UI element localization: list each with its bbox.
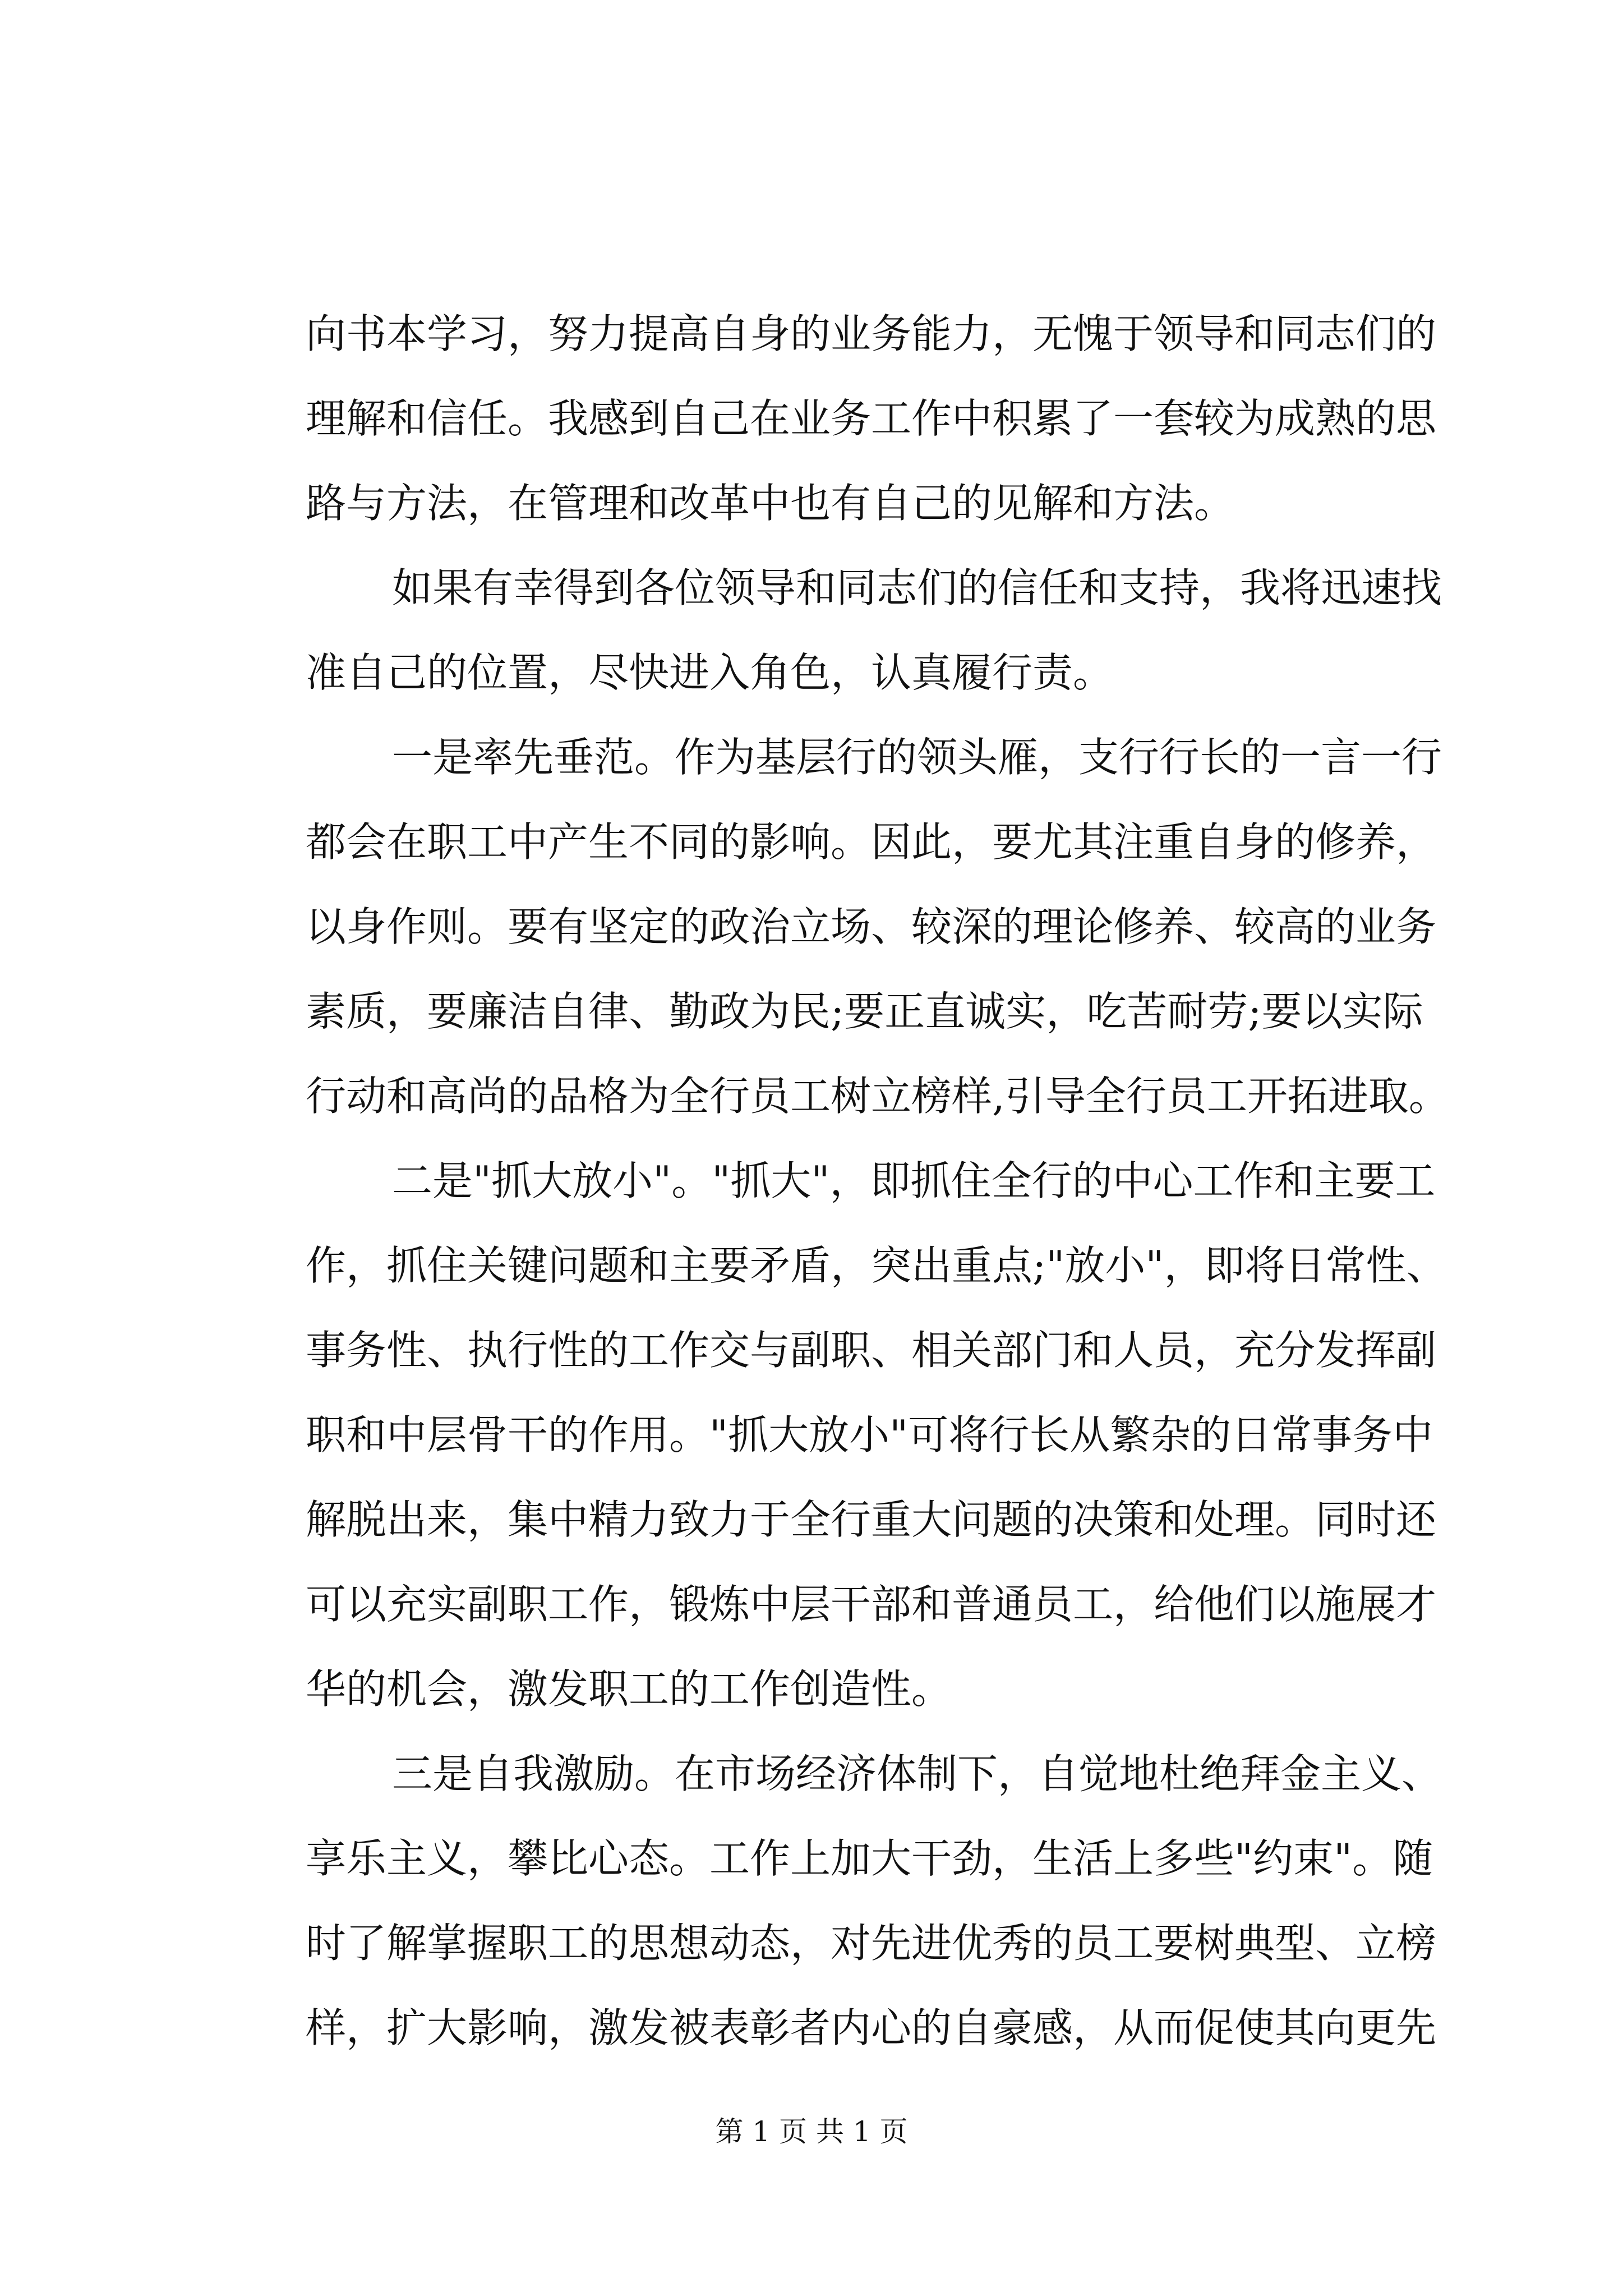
text-line: 时了解掌握职工的思想动态，对先进优秀的员工要树典型、立榜 bbox=[306, 1920, 1437, 1967]
text-line: 向书本学习，努力提高自身的业务能力，无愧于领导和同志们的 bbox=[306, 310, 1437, 357]
text-line: 职和中层骨干的作用。"抓大放小"可将行长从繁杂的日常事务中 bbox=[306, 1411, 1433, 1458]
text-line: 可以充实副职工作，锻炼中层干部和普通员工，给他们以施展才 bbox=[306, 1581, 1437, 1628]
text-line: 解脱出来，集中精力致力于全行重大问题的决策和处理。同时还 bbox=[306, 1496, 1437, 1543]
document-body bbox=[306, 292, 1449, 2070]
page-footer bbox=[0, 2115, 1623, 2148]
text-line: 二是"抓大放小"。"抓大"，即抓住全行的中心工作和主要工 bbox=[392, 1157, 1436, 1204]
text-line: 一是率先垂范。作为基层行的领头雁，支行行长的一言一行 bbox=[392, 734, 1442, 781]
text-line: 作，抓住关键问题和主要矛盾，突出重点;"放小"，即将日常性、 bbox=[306, 1242, 1447, 1289]
text-line: 以身作则。要有坚定的政治立场、较深的理论修养、较高的业务 bbox=[306, 903, 1437, 950]
text-line: 享乐主义，攀比心态。工作上加大干劲，生活上多些"约束"。随 bbox=[306, 1835, 1433, 1882]
page-number-label: 第 1 页 共 1 页 bbox=[715, 2115, 908, 2148]
text-line: 华的机会，激发职工的工作创造性。 bbox=[306, 1665, 952, 1713]
text-line: 准自己的位置，尽快进入角色，认真履行责。 bbox=[306, 649, 1114, 696]
text-line: 理解和信任。我感到自己在业务工作中积累了一套较为成熟的思 bbox=[306, 395, 1437, 442]
text-line: 都会在职工中产生不同的影响。因此，要尤其注重自身的修养， bbox=[306, 818, 1437, 866]
text-line: 路与方法，在管理和改革中也有自己的见解和方法。 bbox=[306, 480, 1235, 527]
text-line: 如果有幸得到各位领导和同志们的信任和支持，我将迅速找 bbox=[392, 564, 1442, 611]
text-line: 事务性、执行性的工作交与副职、相关部门和人员，充分发挥副 bbox=[306, 1327, 1437, 1374]
text-line: 样，扩大影响，激发被表彰者内心的自豪感，从而促使其向更先 bbox=[306, 2004, 1437, 2051]
text-line: 三是自我激励。在市场经济体制下，自觉地杜绝拜金主义、 bbox=[392, 1750, 1442, 1797]
text-line: 素质，要廉洁自律、勤政为民;要正直诚实，吃苦耐劳;要以实际 bbox=[306, 988, 1423, 1035]
text-line: 行动和高尚的品格为全行员工树立榜样,引导全行员工开拓进取。 bbox=[306, 1073, 1449, 1120]
